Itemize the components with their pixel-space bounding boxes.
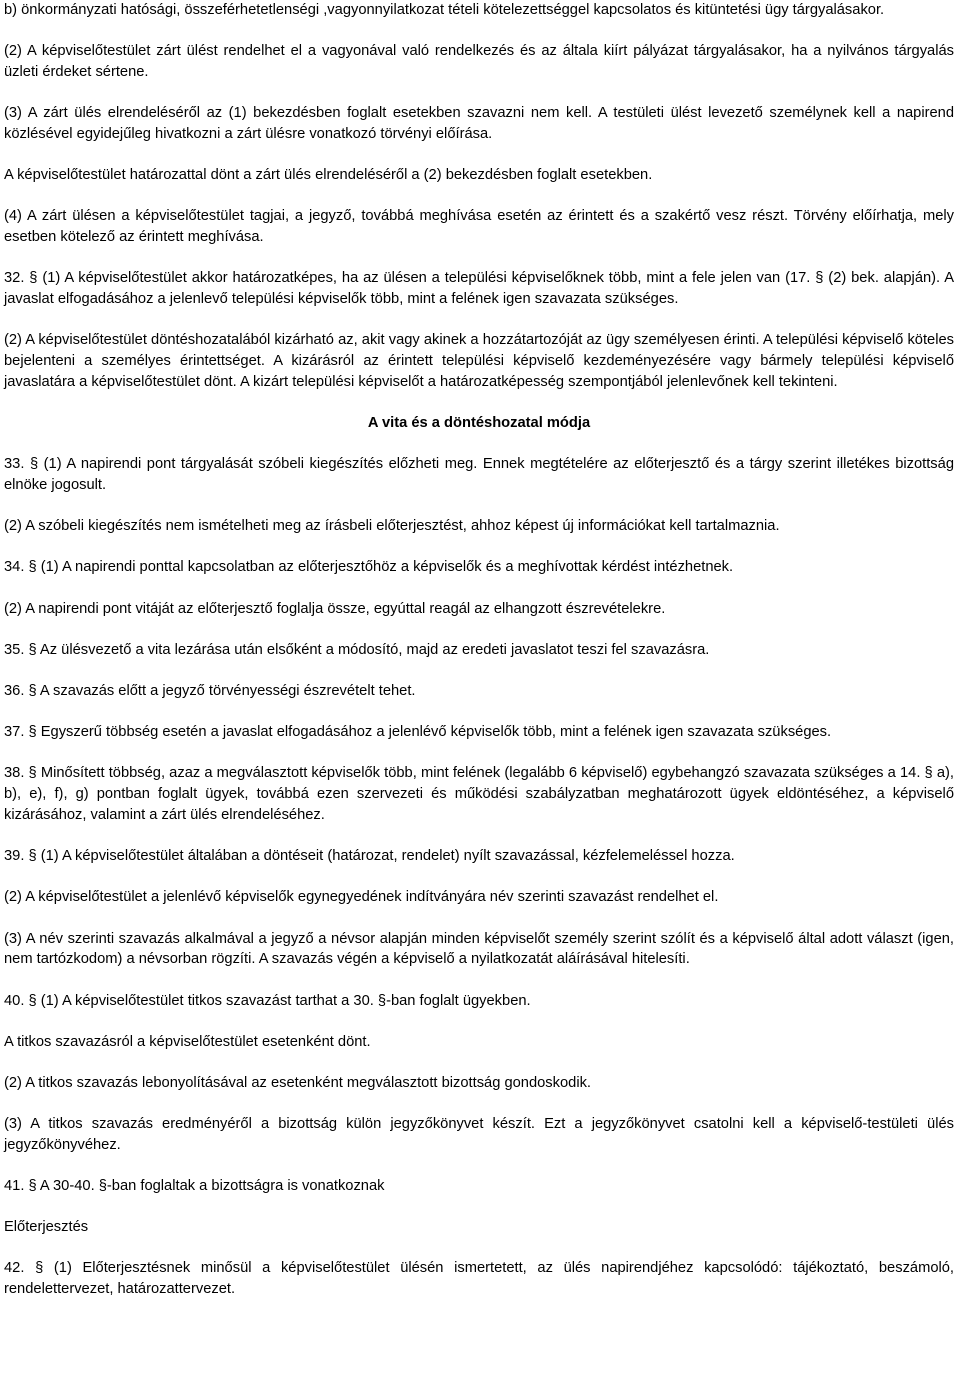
paragraph-34-1: 34. § (1) A napirendi ponttal kapcsolatban az előterjesztőhöz a képviselők és a meghívottak kérdést intézhetnek. xyxy=(4,559,734,576)
paragraph-39-1: 39. § (1) A képviselőtestület általában a döntéseit (határozat, rendelet) nyílt szavazással, kézfelemeléssel hozza. xyxy=(4,848,735,865)
paragraph-37: 37. § Egyszerű többség esetén a javaslat elfogadásához a jelenlévő képviselők több, mint a felének igen szavazata szükséges. xyxy=(4,724,832,741)
paragraph-30-3: (3) A zárt ülés elrendeléséről az (1) bekezdésben foglalt esetekben szavazni nem kell. A testületi ülést levezető személynek kell a napirend közlésével egyidejűleg hivatkozni a zárt ülésre vonatkozó törvényi előírása. xyxy=(4,105,954,142)
paragraph-32-1: 32. § (1) A képviselőtestület akkor határozatképes, ha az ülésen a települési képviselőknek több, mint a fele jelen van (17. § (2) bek. alapján). A javaslat elfogadásához a jelenlevő települési képviselők több, mint a felének igen szavazata szükséges. xyxy=(4,270,954,308)
subheading-eloterjesztes: Előterjesztés xyxy=(4,1219,89,1236)
paragraph-30-4: (4) A zárt ülésen a képviselőtestület tagjai, a jegyző, továbbá meghívása esetén az érintett és a szakértő vesz részt. Törvény előírhatja, mely esetben kötelező az érintett meghívása. xyxy=(4,208,954,246)
paragraph-32-2: (2) A képviselőtestület döntéshozatalából kizárható az, akit vagy akinek a hozzátartozóját az ügy személyesen érinti. A települési képviselő köteles bejelenteni a személyes érintettséget. A kizárásról az érintett települési képviselő kezdeményezésére vagy bármely települési képviselő javaslatára a képviselőtestület dönt. A kizárt települési képviselőt a határozatképesség szempontjából jelenlevőnek kell tekinteni. xyxy=(4,332,954,390)
paragraph-33-2: (2) A szóbeli kiegészítés nem ismételheti meg az írásbeli előterjesztést, ahhoz képest új információkat kell tartalmaznia. xyxy=(4,518,780,535)
paragraph-30-3-cont: A képviselőtestület határozattal dönt a zárt ülés elrendeléséről a (2) bekezdésben foglalt esetekben. xyxy=(4,167,653,184)
paragraph-34-2: (2) A napirendi pont vitáját az előterjesztő foglalja össze, egyúttal reagál az elhangzott észrevételekre. xyxy=(4,600,666,617)
section-title: A vita és a döntéshozatal módja xyxy=(367,415,591,432)
paragraph-30-2: (2) A képviselőtestület zárt ülést rendelhet el a vagyonával való rendelkezés és az általa kiírt pályázat tárgyalásakor, ha a nyilvános tárgyalás üzleti érdeket sértene. xyxy=(4,43,954,80)
paragraph-41: 41. § A 30-40. §-ban foglaltak a bizottságra is vonatkoznak xyxy=(4,1178,385,1195)
paragraph-40-1: 40. § (1) A képviselőtestület titkos szavazást tarthat a 30. §-ban foglalt ügyekben. xyxy=(4,992,531,1009)
paragraph-33-1: 33. § (1) A napirendi pont tárgyalását szóbeli kiegészítés előzheti meg. Ennek megtételére az előterjesztő és a tárgy szerint illetékes bizottság elnöke jogosult. xyxy=(4,456,954,494)
paragraph-40-1-cont: A titkos szavazásról a képviselőtestület esetenként dönt. xyxy=(4,1033,371,1050)
paragraph-40-2: (2) A titkos szavazás lebonyolításával az esetenként megválasztott bizottság gondoskodik. xyxy=(4,1074,592,1091)
paragraph-39-2: (2) A képviselőtestület a jelenlévő képviselők egynegyedének indítványára név szerinti szavazást rendelhet el. xyxy=(4,889,719,906)
paragraph-40-3: (3) A titkos szavazás eredményéről a bizottság külön jegyzőkönyvet készít. Ezt a jegyzőkönyvet csatolni kell a képviselő-testületi ülés jegyzőkönyvéhez. xyxy=(4,1116,954,1153)
paragraph-42-1: 42. § (1) Előterjesztésnek minősül a képviselőtestület ülésén ismertetett, az ülés napirendjéhez kapcsolódó: tájékoztató, beszámoló, rendelettervezet, határozattervezet. xyxy=(4,1260,954,1298)
paragraph-39-3: (3) A név szerinti szavazás alkalmával a jegyző a névsor alapján minden képviselőt személy szerint szólít és a képviselő által adott választ (igen, nem tartózkodom) a névsorban rögzíti. A szavazás végén a képviselő a nyilatkozatát aláírásával hitelesíti. xyxy=(4,930,954,968)
paragraph-item-b: b) önkormányzati hatósági, összeférhetetlenségi ,vagyonnyilatkozat tételi kötelezettséggel kapcsolatos és kitüntetési ügy tárgyalásakor. xyxy=(4,2,885,18)
paragraph-36: 36. § A szavazás előtt a jegyző törvényességi észrevételt tehet. xyxy=(4,683,416,700)
paragraph-35: 35. § Az ülésvezető a vita lezárása után elsőként a módosító, majd az eredeti javaslatot teszi fel szavazásra. xyxy=(4,641,710,658)
paragraph-38: 38. § Minősített többség, azaz a megválasztott képviselők több, mint felének (legalább 6 képviselő) egybehangzó szavazata szükséges a 14. § a), b), e), f), g) pontban foglalt ügyek, továbbá ezen szervezeti és működési szabályzatban meghatározott ügyek eldöntéséhez, a képviselő kizárásához, valamint a zárt ülés elrendeléséhez. xyxy=(4,765,954,823)
